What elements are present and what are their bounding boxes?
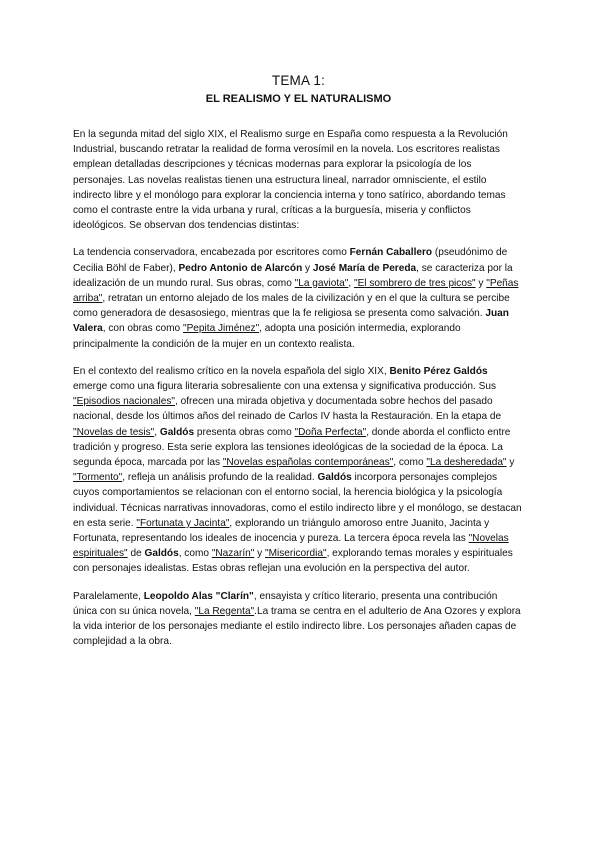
text-run: (pseudónimo de Cecilia Böhl de Faber),: [73, 247, 508, 274]
work-title: "Novelas espirituales": [73, 533, 509, 560]
work-title: "Fortunata y Jacinta": [136, 517, 230, 529]
text-run: , refleja un análisis profundo de la realidad.: [122, 472, 318, 484]
work-title: "Doña Perfecta": [294, 426, 367, 438]
text-run: y: [506, 457, 515, 469]
text-run: , adopta una posición intermedia, explorando principalmente la condición de la mujer en un contexto realista.: [73, 323, 461, 350]
work-title: "Tormento": [73, 472, 123, 484]
text-run: .La trama se centra en el adulterio de Ana Ozores y explora la vida interior de los personajes mediante el estilo indirecto libre. Los personajes añaden capas de complejidad a la obra.: [73, 605, 521, 648]
author-name: Galdós: [144, 548, 179, 560]
text-run: , donde aborda el conflicto entre tradición y progreso. Esta serie explora las tensiones ideológicas de la sociedad de la época. La segunda época, marcada por las: [73, 426, 511, 469]
text-run: emerge como una figura literaria sobresaliente con una extensa y significativa producción. Sus: [73, 381, 497, 393]
paragraph-galdos: [73, 364, 524, 577]
author-name: Galdós: [317, 472, 352, 484]
text-run: La tendencia conservadora, encabezada por escritores como: [73, 247, 350, 259]
text-run: , retratan un entorno alejado de los males de la civilización y en el que la cultura se percibe como generadora de desasosiego, mientras que la fe religiosa se presenta como salvación.: [73, 293, 510, 320]
author-name: Galdós: [159, 426, 195, 438]
text-run: y: [475, 277, 487, 289]
document-title: TEMA 1:: [271, 73, 326, 88]
author-name: Leopoldo Alas "Clarín": [143, 590, 254, 602]
text-run: incorpora personajes complejos cuyos comportamientos se relacionan con el entorno social, la herencia biológica y la psicología individual. Técnicas narrativas innovadoras, como el estilo indirecto libre y el monólogo, se destacan en esta serie.: [73, 472, 522, 529]
author-name: Pedro Antonio de Alarcón: [178, 262, 303, 274]
text-run: ,: [154, 426, 160, 438]
author-name: Juan Valera: [73, 308, 509, 335]
work-title: "Novelas españolas contemporáneas": [222, 457, 394, 469]
text-run: , se caracteriza por la idealización de un mundo rural. Sus obras, como: [73, 262, 513, 289]
work-title: "La Regenta": [194, 605, 255, 617]
paragraph-clarin: [73, 589, 524, 650]
work-title: "Peñas arriba": [73, 277, 519, 305]
work-title: "El sombrero de tres picos": [353, 277, 476, 289]
work-title: "Pepita Jiménez": [182, 323, 260, 335]
text-run: ,: [348, 277, 354, 289]
text-run: , como: [393, 457, 427, 469]
text-run: y: [302, 262, 313, 274]
work-title: "Novelas de tesis": [73, 426, 155, 438]
document-subtitle: EL REALISMO Y EL NATURALISMO: [205, 93, 392, 105]
work-title: "Episodios nacionales": [73, 396, 175, 408]
text-run: , ofrecen una mirada objetiva y documentada sobre hechos del pasado nacional, desde los últimos años del reinado de Carlos IV hasta la Restauración. En la etapa de: [73, 396, 502, 423]
text-run: En el contexto del realismo crítico en la novela española del siglo XIX,: [73, 365, 390, 377]
work-title: "Nazarín": [211, 548, 255, 560]
text-run: y: [254, 548, 265, 560]
text-run: presenta obras como: [194, 426, 295, 438]
text-run: , como: [178, 548, 212, 560]
paragraph-conservative-trend: [73, 245, 524, 351]
text-run: , con obras como: [102, 323, 183, 335]
text-run: , ensayista y crítico literario, presenta una contribución única con su única novela,: [73, 590, 498, 617]
author-name: Fernán Caballero: [349, 247, 433, 259]
paragraph-intro: [73, 127, 524, 233]
text-run: En la segunda mitad del siglo XIX, el Realismo surge en España como respuesta a la Revolución Industrial, buscando retratar la realidad de forma verosímil en la novela. Los escritores realistas emplean detalladas descripciones y técnicas modernas para explorar la psicología de los personajes. Las novelas realistas tienen una estructura lineal, narrador omnisciente, el estilo indirecto libre y el monólogo para explorar la conciencia interna y tono satírico, abordando temas como el contraste entre la vida urbana y rural, críticas a la burguesía, miseria y conflictos ideológicos. Se observan dos tendencias distintas:: [73, 129, 508, 232]
work-title: "La gaviota": [294, 277, 349, 289]
work-title: "La desheredada": [426, 457, 507, 469]
text-run: , explorando un triángulo amoroso entre Juanito, Jacinta y Fortunata, representando los ideales de inocencia y pureza. La tercera época revela las: [73, 517, 490, 545]
author-name: José María de Pereda: [312, 262, 417, 274]
text-run: , explorando temas morales y espirituales con personajes idealistas. Estas obras reflejan una evolución en la perspectiva del autor.: [73, 548, 513, 575]
text-run: de: [127, 548, 145, 560]
text-run: Paralelamente,: [73, 590, 144, 602]
work-title: "Misericordia": [264, 548, 327, 560]
author-name: Benito Pérez Galdós: [389, 365, 488, 377]
